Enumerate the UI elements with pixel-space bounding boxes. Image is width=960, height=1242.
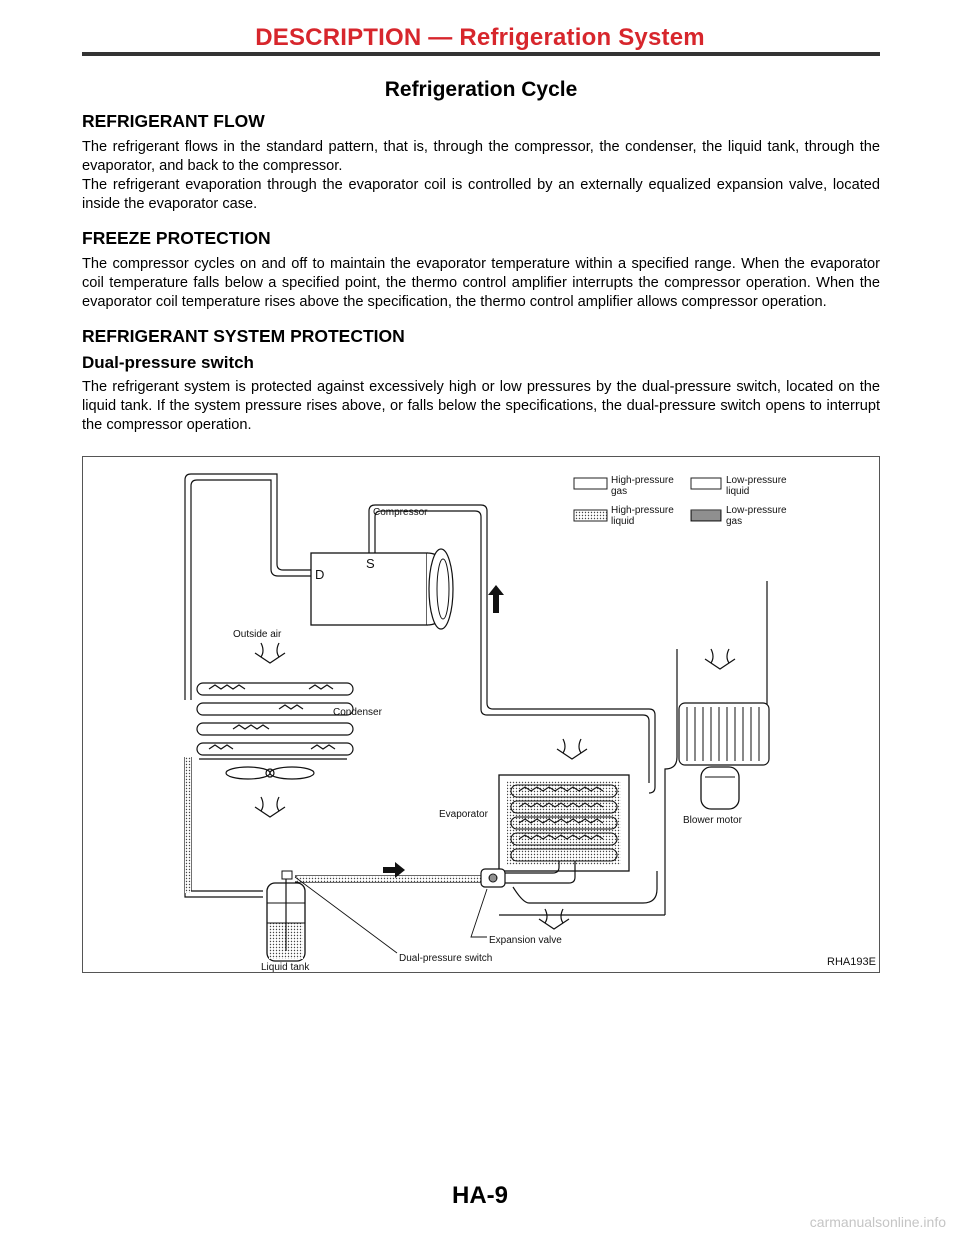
condenser [197,683,383,755]
expansion-valve-label: Expansion valve [489,935,562,946]
page-number: HA-9 [451,1182,508,1209]
dual-pressure-switch-label: Dual-pressure switch [399,953,493,964]
outside-air-arrow-icon [255,643,285,663]
discharge-line [185,474,311,700]
legend-lp-gas-line1: Low-pressure [726,505,787,516]
legend-hp-liquid-line2: liquid [611,516,635,527]
condenser-fan-icon [199,759,347,779]
suction-line [369,505,655,793]
section-header-title: DESCRIPTION — Refrigeration System [255,24,705,51]
legend-lp-gas-line2: gas [726,516,743,527]
refrigerant-flow-heading: REFRIGERANT FLOW [82,111,265,131]
blower-fan [679,703,769,765]
legend-lp-liquid-line1: Low-pressure [726,475,787,486]
header-divider [82,52,880,56]
compressor [311,507,453,629]
refrigeration-cycle-diagram [82,456,880,973]
legend-swatch-lp-gas [691,510,721,521]
dual-pressure-switch-leader [295,877,397,953]
flow-up-arrow-icon [488,585,504,613]
blower-motor-label: Blower motor [683,815,742,826]
suction-port-label: S [366,556,375,571]
evaporator-air-arrow-out-icon [539,909,569,929]
legend-swatch-hp-gas [574,478,607,489]
legend-hp-gas-line2: gas [611,486,628,497]
legend-lp-liquid-line2: liquid [726,486,750,497]
outside-air-label: Outside air [233,629,282,640]
legend-hp-gas-line1: High-pressure [611,475,674,486]
evaporator [439,775,629,871]
refrigerant-flow-paragraph-1: The refrigerant flows in the standard pattern, that is, through the compressor, the condenser, the liquid tank, through the evaporator, and back to the compressor. [82,139,880,174]
legend-swatch-lp-liquid [691,478,721,489]
condenser-label: Condenser [333,707,382,718]
legend [574,475,787,527]
diagram-svg [83,457,881,974]
discharge-port-label: D [315,567,325,582]
compressor-label: Compressor [373,507,428,518]
dual-pressure-switch-paragraph: The refrigerant system is protected against excessively high or low pressures by the dual-pressure switch, located on the liquid tank. If the system pressure rises above, or falls below the specifications, the dual-pressure switch opens to interrupt the compressor operation. [82,379,880,433]
freeze-protection-heading: FREEZE PROTECTION [82,228,271,248]
legend-swatch-hp-liquid [574,510,607,521]
page-title: Refrigeration Cycle [384,78,578,101]
watermark: carmanualsonline.info [809,1214,946,1230]
liquid-tank-label: Liquid tank [261,962,310,973]
condenser-air-arrow-icon [255,797,285,817]
expansion-valve [471,861,657,946]
system-protection-heading: REFRIGERANT SYSTEM PROTECTION [82,326,405,346]
refrigerant-flow-paragraph-2: The refrigerant evaporation through the evaporator coil is controlled by an externally equalized expansion valve, located inside the evaporator case. [82,177,880,212]
legend-hp-liquid-line1: High-pressure [611,505,674,516]
evaporator-air-arrow-in-icon [557,739,587,759]
freeze-protection-paragraph: The compressor cycles on and off to maintain the evaporator temperature within a specified range. When the evaporator coil temperature falls below a specified point, the thermo control amplifier interrupts the compressor operation. When the evaporator coil temperature rises above the specification, the thermo control amplifier allows compressor operation. [82,256,880,310]
blower-motor [683,767,743,826]
liquid-tank [261,871,310,973]
main-content [82,78,880,435]
figure-code: RHA193E [827,956,876,968]
dual-pressure-switch-heading: Dual-pressure switch [82,353,254,372]
evaporator-label: Evaporator [439,809,488,820]
blower-air-arrow-icon [705,649,735,669]
